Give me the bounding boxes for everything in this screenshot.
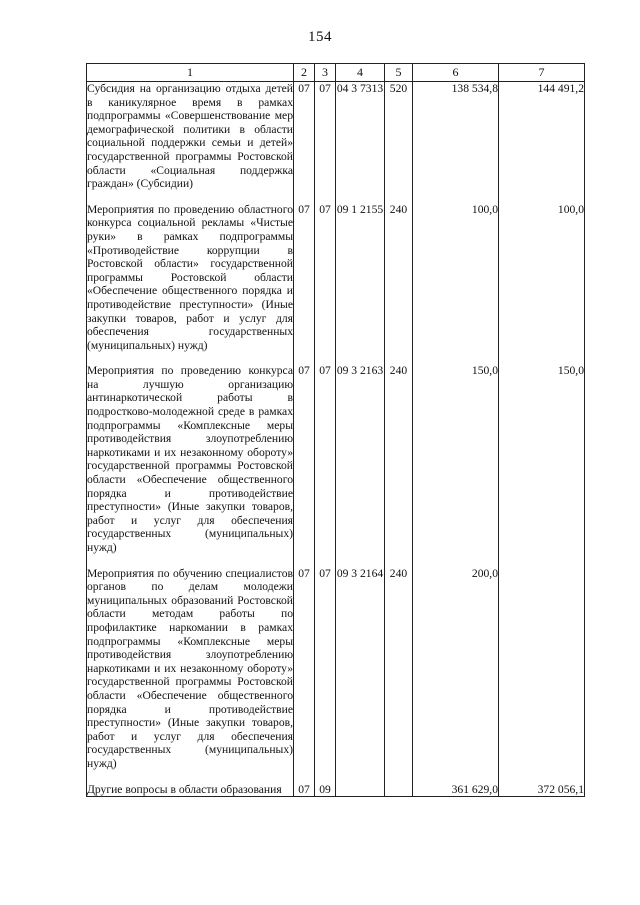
- row-subsection: 07: [315, 203, 336, 353]
- column-header-target-article: 4: [336, 64, 385, 82]
- column-header-section: 2: [294, 64, 315, 82]
- page-number: 154: [308, 29, 332, 45]
- row-amount-year2: 144 491,2: [499, 82, 585, 191]
- table-row: [87, 567, 585, 771]
- row-name: Мероприятия по обучению специалистов органов по делам молодежи муниципальных образований Ростовской области методам работы по профилактике наркомании в рамках подпрограммы «Комплексные меры противодействия злоупотреблению наркотиками и их незаконному обороту» государственной программы Ростовской области «Обеспечение общественного порядка и противодействие преступности» (Иные закупки товаров, работ и услуг для обеспечения государственных (муниципальных) нужд): [87, 566, 293, 770]
- header-row: [87, 64, 585, 82]
- row-subsection: 09: [315, 783, 336, 797]
- row-expense-type: 240: [385, 364, 413, 554]
- row-name: Другие вопросы в области образования: [87, 783, 294, 797]
- row-section: 07: [294, 567, 315, 771]
- row-spacer: [87, 352, 585, 364]
- table-row: [87, 364, 585, 554]
- budget-table: [86, 63, 585, 797]
- column-header-name: 1: [87, 64, 294, 82]
- row-target-article: 04 3 7313: [336, 82, 385, 191]
- row-spacer: [87, 771, 585, 783]
- row-subsection: 07: [315, 82, 336, 191]
- row-spacer: [87, 555, 585, 567]
- row-expense-type: 240: [385, 203, 413, 353]
- row-section: 07: [294, 203, 315, 353]
- row-name: Мероприятия по проведению областного конкурса социальной рекламы «Чистые руки» в рамках подпрограммы «Противодействие коррупции в Ростовской области» государственной программы Ростовской области «Обеспечение общественного порядка и противодействие преступности» (Иные закупки товаров, работ и услуг для обеспечения государственных (муниципальных) нужд): [87, 202, 293, 352]
- row-section: 07: [294, 82, 315, 191]
- row-amount-year1: 150,0: [413, 364, 499, 554]
- row-target-article: [336, 783, 385, 797]
- row-amount-year2: 100,0: [499, 203, 585, 353]
- table-row: [87, 82, 585, 191]
- row-target-article: 09 1 2155: [336, 203, 385, 353]
- row-subsection: 07: [315, 567, 336, 771]
- row-expense-type: [385, 783, 413, 797]
- column-header-expense-type: 5: [385, 64, 413, 82]
- row-spacer: [87, 191, 585, 203]
- row-section: 07: [294, 364, 315, 554]
- row-expense-type: 240: [385, 567, 413, 771]
- row-name: Мероприятия по проведению конкурса на лучшую организацию антинаркотической работы в подростково-молодежной среде в рамках подпрограммы «Комплексные меры противодействия злоупотреблению наркотиками и их незаконному обороту» государственной программы Ростовской области «Обеспечение общественного порядка и противодействие преступности» (Иные закупки товаров, работ и услуг для обеспечения государственных (муниципальных) нужд): [87, 364, 293, 554]
- row-amount-year1: 100,0: [413, 203, 499, 353]
- column-header-subsection: 3: [315, 64, 336, 82]
- row-name: Субсидия на организацию отдыха детей в каникулярное время в рамках подпрограммы «Совершенствование мер демографической политики в области социальной поддержки семьи и детей» государственной программы Ростовской области «Социальная поддержка граждан» (Субсидии): [87, 82, 293, 191]
- table-row: [87, 203, 585, 353]
- table-row: [87, 783, 585, 797]
- row-amount-year1: 361 629,0: [413, 783, 499, 797]
- row-target-article: 09 3 2163: [336, 364, 385, 554]
- row-target-article: 09 3 2164: [336, 567, 385, 771]
- row-section: 07: [294, 783, 315, 797]
- row-subsection: 07: [315, 364, 336, 554]
- row-amount-year2: 150,0: [499, 364, 585, 554]
- column-header-amount-year1: 6: [413, 64, 499, 82]
- column-header-amount-year2: 7: [499, 64, 585, 82]
- row-amount-year1: 200,0: [413, 567, 499, 771]
- row-amount-year1: 138 534,8: [413, 82, 499, 191]
- row-amount-year2: 372 056,1: [499, 783, 585, 797]
- row-amount-year2: [499, 567, 585, 771]
- row-expense-type: 520: [385, 82, 413, 191]
